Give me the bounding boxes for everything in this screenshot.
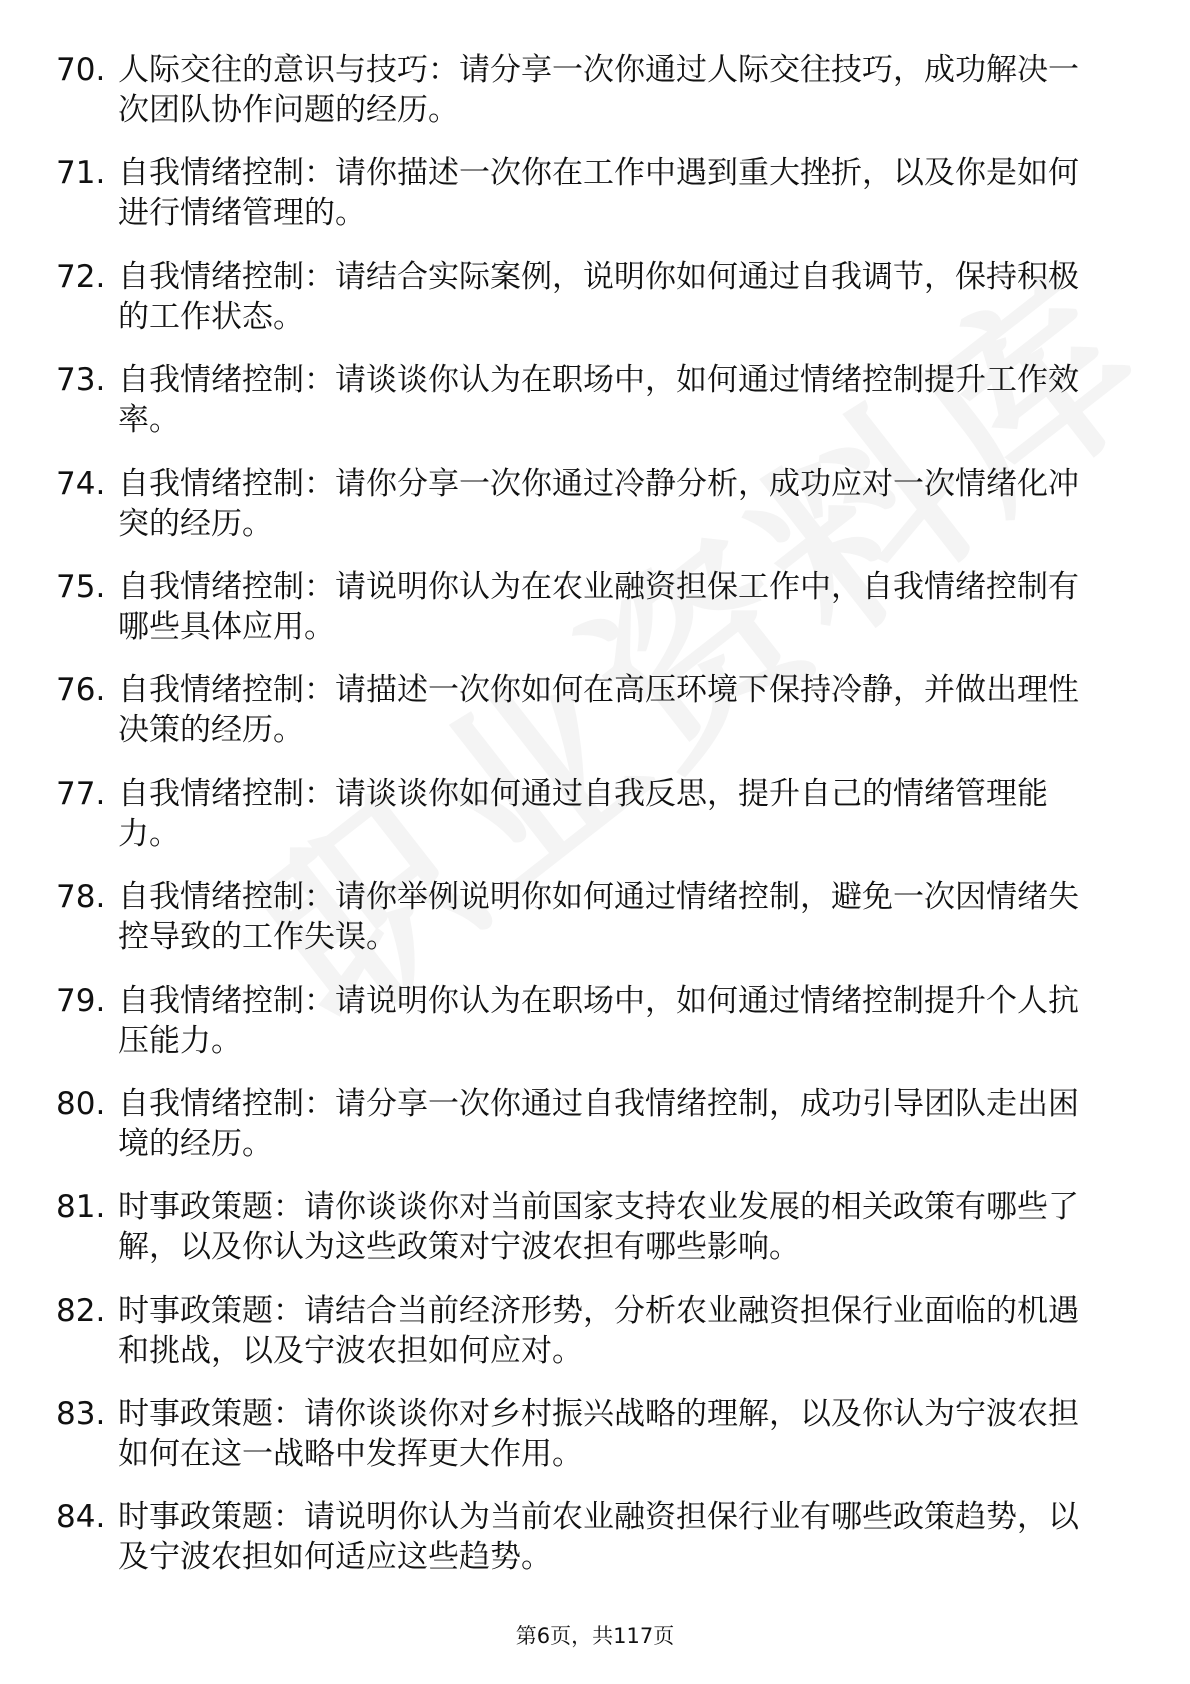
question-item bbox=[56, 1084, 1106, 1187]
question-number: 74. bbox=[56, 465, 106, 502]
question-text: 自我情绪控制：请谈谈你如何通过自我反思，提升自己的情绪管理能力。 bbox=[118, 775, 1048, 852]
question-text: 时事政策题：请你谈谈你对当前国家支持农业发展的相关政策有哪些了解，以及你认为这些政策对宁波农担有哪些影响。 bbox=[118, 1189, 1079, 1266]
question-number: 81. bbox=[56, 1189, 106, 1226]
question-text: 自我情绪控制：请描述一次你如何在高压环境下保持冷静，并做出理性决策的经历。 bbox=[118, 672, 1079, 749]
question-text: 自我情绪控制：请谈谈你认为在职场中，如何通过情绪控制提升工作效率。 bbox=[118, 362, 1079, 439]
question-number: 77. bbox=[56, 775, 106, 812]
question-number: 80. bbox=[56, 1085, 106, 1122]
page-number-footer: 第6页，共117页 bbox=[515, 1624, 675, 1648]
question-text: 时事政策题：请说明你认为当前农业融资担保行业有哪些政策趋势，以及宁波农担如何适应这些趋势。 bbox=[118, 1499, 1079, 1576]
question-item bbox=[56, 1497, 1106, 1600]
question-item bbox=[56, 567, 1106, 670]
question-item bbox=[56, 1291, 1106, 1394]
question-number: 72. bbox=[56, 258, 106, 295]
question-item bbox=[56, 1187, 1106, 1290]
question-item bbox=[56, 50, 1106, 153]
question-number: 82. bbox=[56, 1292, 106, 1329]
question-item bbox=[56, 670, 1106, 773]
question-item bbox=[56, 360, 1106, 463]
question-number: 83. bbox=[56, 1396, 106, 1433]
question-text: 时事政策题：请你谈谈你对乡村振兴战略的理解，以及你认为宁波农担如何在这一战略中发挥更大作用。 bbox=[118, 1396, 1079, 1473]
question-text: 自我情绪控制：请你描述一次你在工作中遇到重大挫折，以及你是如何进行情绪管理的。 bbox=[118, 155, 1079, 232]
question-text: 自我情绪控制：请分享一次你通过自我情绪控制，成功引导团队走出困境的经历。 bbox=[118, 1085, 1079, 1162]
question-number: 71. bbox=[56, 155, 106, 192]
question-text: 自我情绪控制：请你举例说明你如何通过情绪控制，避免一次因情绪失控导致的工作失误。 bbox=[118, 879, 1079, 956]
question-item bbox=[56, 1394, 1106, 1497]
question-number: 78. bbox=[56, 879, 106, 916]
question-text: 自我情绪控制：请结合实际案例，说明你如何通过自我调节，保持积极的工作状态。 bbox=[118, 258, 1079, 335]
question-text: 人际交往的意识与技巧：请分享一次你通过人际交往技巧，成功解决一次团队协作问题的经历。 bbox=[118, 52, 1079, 128]
question-number: 70. bbox=[56, 52, 106, 88]
question-number: 76. bbox=[56, 672, 106, 709]
question-item bbox=[56, 774, 1106, 877]
question-item bbox=[56, 257, 1106, 360]
question-number: 84. bbox=[56, 1499, 106, 1536]
question-list bbox=[56, 50, 1106, 1601]
question-text: 自我情绪控制：请你分享一次你通过冷静分析，成功应对一次情绪化冲突的经历。 bbox=[118, 465, 1079, 542]
question-item bbox=[56, 464, 1106, 567]
question-number: 79. bbox=[56, 982, 106, 1019]
question-number: 75. bbox=[56, 568, 106, 605]
question-text: 自我情绪控制：请说明你认为在职场中，如何通过情绪控制提升个人抗压能力。 bbox=[118, 982, 1079, 1059]
question-number: 73. bbox=[56, 362, 106, 399]
question-text: 时事政策题：请结合当前经济形势，分析农业融资担保行业面临的机遇和挑战，以及宁波农担如何应对。 bbox=[118, 1292, 1079, 1369]
question-item bbox=[56, 153, 1106, 256]
question-item bbox=[56, 877, 1106, 980]
question-text: 自我情绪控制：请说明你认为在农业融资担保工作中，自我情绪控制有哪些具体应用。 bbox=[118, 568, 1079, 645]
question-item bbox=[56, 981, 1106, 1084]
